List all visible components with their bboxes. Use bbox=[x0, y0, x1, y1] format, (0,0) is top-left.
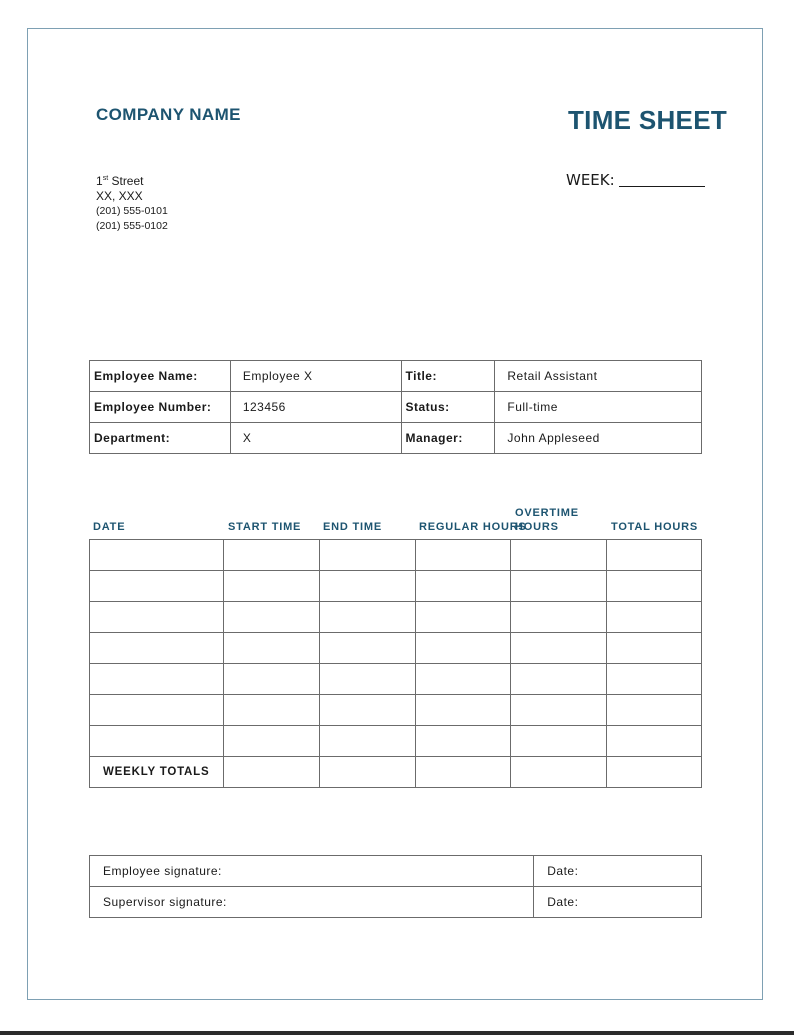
hours-row bbox=[90, 695, 702, 726]
header-date: DATE bbox=[93, 521, 126, 533]
employee-number-label: Employee Number: bbox=[90, 392, 231, 423]
sheet-title: TIME SHEET bbox=[568, 105, 728, 135]
department-label: Department: bbox=[90, 423, 231, 454]
date-cell[interactable] bbox=[90, 726, 224, 757]
overtime-hours-cell[interactable] bbox=[511, 664, 607, 695]
hours-row bbox=[90, 664, 702, 695]
end-time-cell[interactable] bbox=[319, 695, 415, 726]
weekly-total-total-hours-cell[interactable] bbox=[607, 757, 702, 788]
weekly-totals-row bbox=[90, 757, 702, 788]
week-blank-line[interactable] bbox=[619, 174, 705, 187]
address-phone-2: (201) 555-0102 bbox=[96, 220, 168, 232]
header-start-time: START TIME bbox=[228, 521, 302, 533]
date-cell[interactable] bbox=[90, 602, 224, 633]
total-hours-cell[interactable] bbox=[607, 726, 702, 757]
employee-date-field[interactable]: Date: bbox=[534, 856, 702, 887]
signature-row bbox=[90, 856, 702, 887]
header-end-time: END TIME bbox=[323, 521, 382, 533]
employee-info-row bbox=[90, 423, 702, 454]
manager-label: Manager: bbox=[401, 423, 495, 454]
regular-hours-cell[interactable] bbox=[415, 571, 511, 602]
bottom-bar bbox=[0, 1031, 794, 1035]
end-time-cell[interactable] bbox=[319, 664, 415, 695]
weekly-total-end-time-cell[interactable] bbox=[319, 757, 415, 788]
overtime-hours-cell[interactable] bbox=[511, 540, 607, 571]
weekly-total-start-time-cell[interactable] bbox=[223, 757, 319, 788]
overtime-hours-cell[interactable] bbox=[511, 633, 607, 664]
employee-info-row bbox=[90, 392, 702, 423]
total-hours-cell[interactable] bbox=[607, 695, 702, 726]
supervisor-signature-field[interactable]: Supervisor signature: bbox=[90, 887, 534, 918]
hours-row bbox=[90, 571, 702, 602]
employee-name-value[interactable]: Employee X bbox=[230, 361, 401, 392]
start-time-cell[interactable] bbox=[223, 602, 319, 633]
hours-row bbox=[90, 540, 702, 571]
end-time-cell[interactable] bbox=[319, 726, 415, 757]
header-overtime-hours: OVERTIME HOURS bbox=[515, 507, 579, 533]
start-time-cell[interactable] bbox=[223, 571, 319, 602]
status-value[interactable]: Full-time bbox=[495, 392, 702, 423]
total-hours-cell[interactable] bbox=[607, 540, 702, 571]
total-hours-cell[interactable] bbox=[607, 664, 702, 695]
overtime-hours-cell[interactable] bbox=[511, 602, 607, 633]
company-name: COMPANY NAME bbox=[96, 105, 241, 124]
address-city: XX, XXX bbox=[96, 189, 143, 203]
department-value[interactable]: X bbox=[230, 423, 401, 454]
start-time-cell[interactable] bbox=[223, 664, 319, 695]
week-field bbox=[566, 171, 705, 189]
date-cell[interactable] bbox=[90, 540, 224, 571]
regular-hours-cell[interactable] bbox=[415, 633, 511, 664]
regular-hours-cell[interactable] bbox=[415, 726, 511, 757]
start-time-cell[interactable] bbox=[223, 695, 319, 726]
status-label: Status: bbox=[401, 392, 495, 423]
date-cell[interactable] bbox=[90, 664, 224, 695]
overtime-hours-cell[interactable] bbox=[511, 726, 607, 757]
total-hours-cell[interactable] bbox=[607, 571, 702, 602]
weekly-total-overtime-hours-cell[interactable] bbox=[511, 757, 607, 788]
overtime-hours-cell[interactable] bbox=[511, 571, 607, 602]
weekly-total-regular-hours-cell[interactable] bbox=[415, 757, 511, 788]
weekly-totals-label: WEEKLY TOTALS bbox=[90, 757, 224, 788]
supervisor-date-field[interactable]: Date: bbox=[534, 887, 702, 918]
end-time-cell[interactable] bbox=[319, 633, 415, 664]
hours-row bbox=[90, 633, 702, 664]
end-time-cell[interactable] bbox=[319, 571, 415, 602]
company-address bbox=[96, 171, 168, 234]
title-label: Title: bbox=[401, 361, 495, 392]
overtime-hours-cell[interactable] bbox=[511, 695, 607, 726]
address-street: 1st Street bbox=[96, 174, 144, 188]
title-value[interactable]: Retail Assistant bbox=[495, 361, 702, 392]
header-total-hours: TOTAL HOURS bbox=[611, 521, 699, 533]
start-time-cell[interactable] bbox=[223, 540, 319, 571]
total-hours-cell[interactable] bbox=[607, 633, 702, 664]
employee-number-value[interactable]: 123456 bbox=[230, 392, 401, 423]
manager-value[interactable]: John Appleseed bbox=[495, 423, 702, 454]
date-cell[interactable] bbox=[90, 633, 224, 664]
employee-name-label: Employee Name: bbox=[90, 361, 231, 392]
regular-hours-cell[interactable] bbox=[415, 602, 511, 633]
regular-hours-cell[interactable] bbox=[415, 695, 511, 726]
regular-hours-cell[interactable] bbox=[415, 664, 511, 695]
signature-row bbox=[90, 887, 702, 918]
date-cell[interactable] bbox=[90, 571, 224, 602]
hours-row bbox=[90, 726, 702, 757]
address-phone-1: (201) 555-0101 bbox=[96, 205, 168, 217]
end-time-cell[interactable] bbox=[319, 602, 415, 633]
employee-signature-field[interactable]: Employee signature: bbox=[90, 856, 534, 887]
start-time-cell[interactable] bbox=[223, 726, 319, 757]
regular-hours-cell[interactable] bbox=[415, 540, 511, 571]
end-time-cell[interactable] bbox=[319, 540, 415, 571]
hours-table-body bbox=[90, 540, 702, 788]
signature-table bbox=[89, 855, 702, 918]
employee-info-table bbox=[89, 360, 702, 454]
total-hours-cell[interactable] bbox=[607, 602, 702, 633]
date-cell[interactable] bbox=[90, 695, 224, 726]
employee-info-row bbox=[90, 361, 702, 392]
header-regular-hours: REGULAR HOURS bbox=[419, 521, 527, 533]
hours-row bbox=[90, 602, 702, 633]
hours-table bbox=[89, 539, 702, 788]
week-label: WEEK: bbox=[566, 171, 615, 189]
start-time-cell[interactable] bbox=[223, 633, 319, 664]
